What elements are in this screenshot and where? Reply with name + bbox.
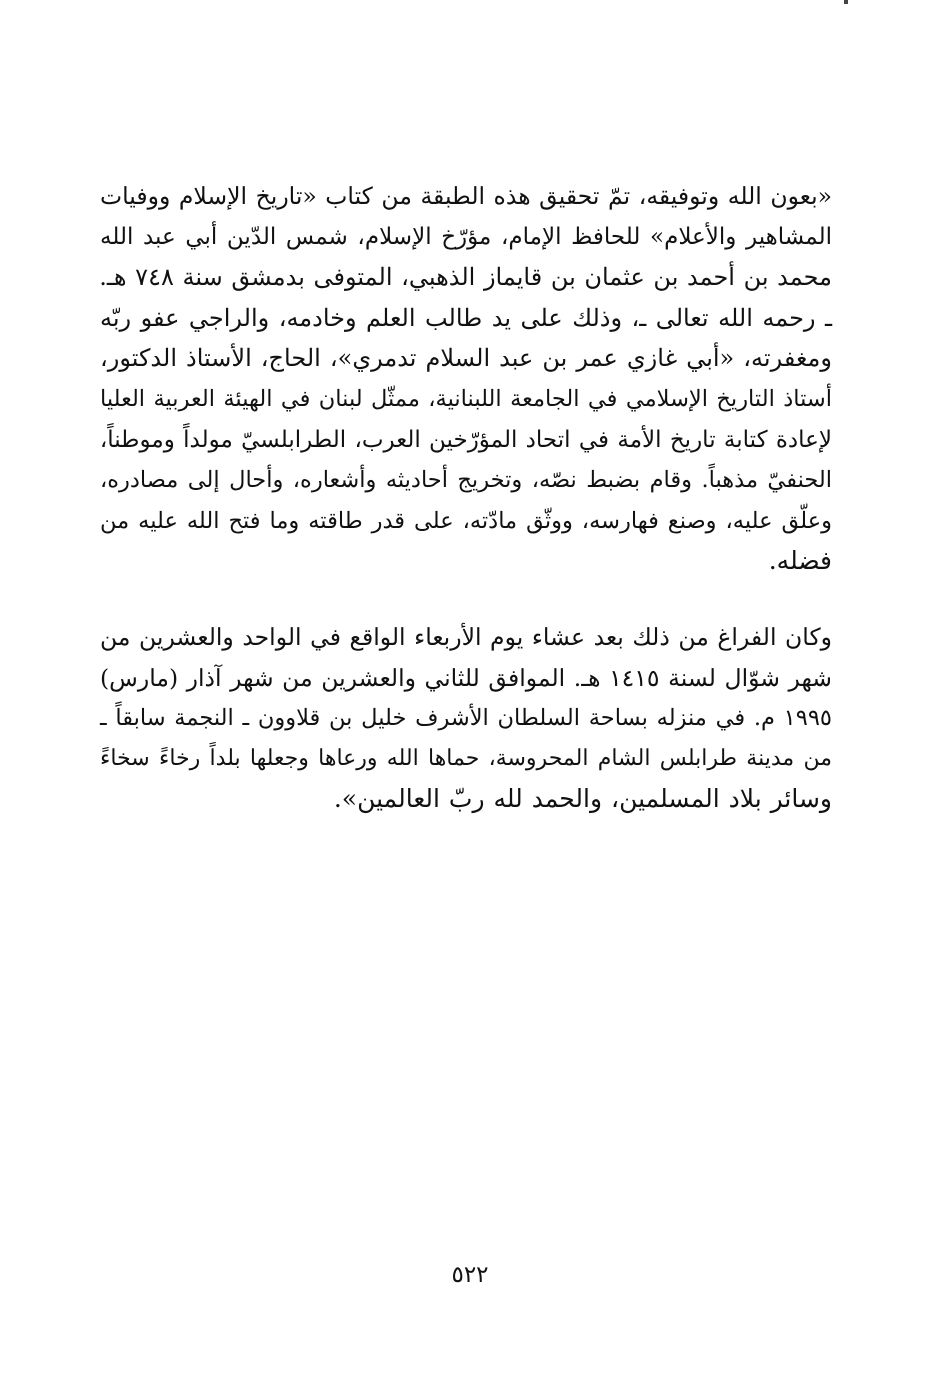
text-line: وكان الفراغ من ذلك بعد عشاء يوم الأربعاء الواقع في الواحد والعشرين من: [100, 623, 832, 651]
text-line: ومغفرته، «أبي غازي عمر بن عبد السلام تدمري»، الحاج، الأستاذ الدكتور،: [100, 344, 832, 373]
scan-mark: [844, 0, 848, 4]
text-line: شهر شوّال لسنة ١٤١٥ هـ. الموافق للثاني والعشرين من شهر آذار (مارس): [100, 663, 832, 692]
text-line: ١٩٩٥ م. في منزله بساحة السلطان الأشرف خليل بن قلاوون ـ النجمة سابقاً ـ: [100, 705, 832, 732]
text-line: ـ رحمه الله تعالى ـ، وذلك على يد طالب العلم وخادمه، والراجي عفو ربّه: [100, 303, 832, 332]
colophon-paragraph-2: [100, 617, 832, 820]
text-line: وسائر بلاد المسلمين، والحمد لله ربّ العالمين».: [333, 784, 832, 814]
text-line: أستاذ التاريخ الإسلامي في الجامعة اللبنانية، ممثّل لبنان في الهيئة العربية العليا: [100, 385, 832, 412]
text-line: فضله.: [768, 546, 832, 576]
text-line: المشاهير والأعلام» للحافظ الإمام، مؤرّخ الإسلام، شمس الدّين أبي عبد الله: [100, 223, 832, 250]
page-number: ٥٢٢: [451, 1262, 489, 1288]
text-line: «بعون الله وتوفيقه، تمّ تحقيق هذه الطبقة من كتاب «تاريخ الإسلام ووفيات: [100, 182, 832, 210]
text-line: محمد بن أحمد بن عثمان بن قايماز الذهبي، المتوفى بدمشق سنة ٧٤٨ هـ.: [99, 263, 832, 292]
text-line: وعلّق عليه، وصنع فهارسه، ووثّق مادّته، على قدر طاقته وما فتح الله عليه من: [100, 507, 832, 534]
text-line: لإعادة كتابة تاريخ الأمة في اتحاد المؤرّخين العرب، الطرابلسيّ مولداً وموطناً،: [99, 426, 832, 453]
text-line: من مدينة طرابلس الشام المحروسة، حماها الله ورعاها وجعلها بلداً رخاءً سخاءً: [100, 745, 832, 771]
colophon-paragraph-1: [100, 176, 832, 582]
text-line: الحنفيّ مذهباً. وقام بضبط نصّه، وتخريج أحاديثه وأشعاره، وأحال إلى مصادره،: [100, 467, 832, 494]
